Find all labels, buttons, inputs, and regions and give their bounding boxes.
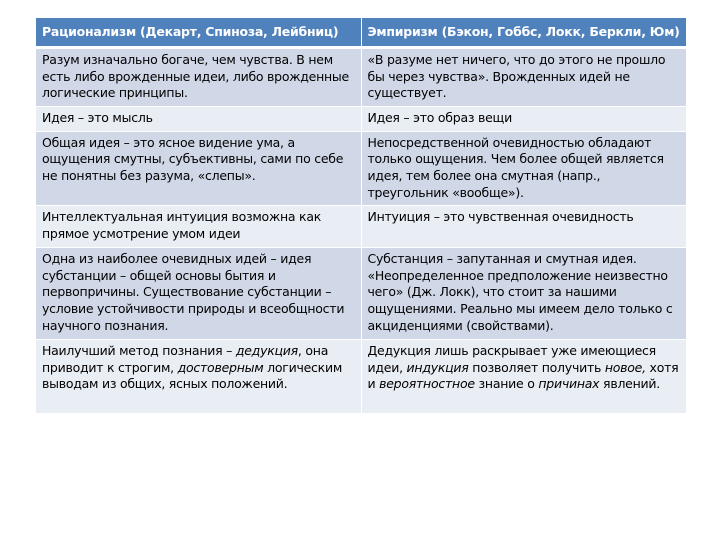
cell-empiricism: Непосредственной очевидностью обладают только ощущения. Чем более общей является идея, тем более она смутная (напр., треугольник «вообще»). bbox=[361, 131, 686, 205]
cell-empiricism: Дедукция лишь раскрывает уже имеющиеся идеи, индукция позволяет получить новое, хотя и вероятностное знание о причинах явлений. bbox=[361, 340, 686, 414]
cell-rationalism: Общая идея – это ясное видение ума, а ощущения смутны, субъективны, сами по себе не понятны без разума, «слепы». bbox=[36, 131, 361, 205]
header-rationalism: Рационализм (Декарт, Спиноза, Лейбниц) bbox=[36, 18, 361, 48]
cell-rationalism: Разум изначально богаче, чем чувства. В нем есть либо врожденные идеи, либо врожденные логические принципы. bbox=[36, 48, 361, 107]
cell-rationalism: Идея – это мысль bbox=[36, 106, 361, 131]
table-header-row bbox=[36, 18, 686, 48]
cell-empiricism: «В разуме нет ничего, что до этого не прошло бы через чувства». Врожденных идей не существует. bbox=[361, 48, 686, 107]
cell-empiricism: Идея – это образ вещи bbox=[361, 106, 686, 131]
cell-rationalism: Наилучший метод познания – дедукция, она приводит к строгим, достоверным логическим выводам из общих, ясных положений. bbox=[36, 340, 361, 414]
table-row bbox=[36, 48, 686, 107]
header-empiricism: Эмпиризм (Бэкон, Гоббс, Локк, Беркли, Юм) bbox=[361, 18, 686, 48]
table-row bbox=[36, 206, 686, 248]
table-row bbox=[36, 248, 686, 340]
cell-rationalism: Одна из наиболее очевидных идей – идея субстанции – общей основы бытия и первопричины. Существование субстанции – условие устойчивости природы и всеобщности научного познания. bbox=[36, 248, 361, 340]
cell-empiricism: Интуиция – это чувственная очевидность bbox=[361, 206, 686, 248]
cell-rationalism: Интеллектуальная интуиция возможна как прямое усмотрение умом идеи bbox=[36, 206, 361, 248]
cell-empiricism: Субстанция – запутанная и смутная идея. «Неопределенное предположение неизвестно чего» (Дж. Локк), что стоит за нашими ощущениями. Реально мы имеем дело только с акциденциями (свойствами). bbox=[361, 248, 686, 340]
comparison-table bbox=[36, 18, 686, 414]
table-row bbox=[36, 340, 686, 414]
table-row bbox=[36, 131, 686, 205]
table-row bbox=[36, 106, 686, 131]
